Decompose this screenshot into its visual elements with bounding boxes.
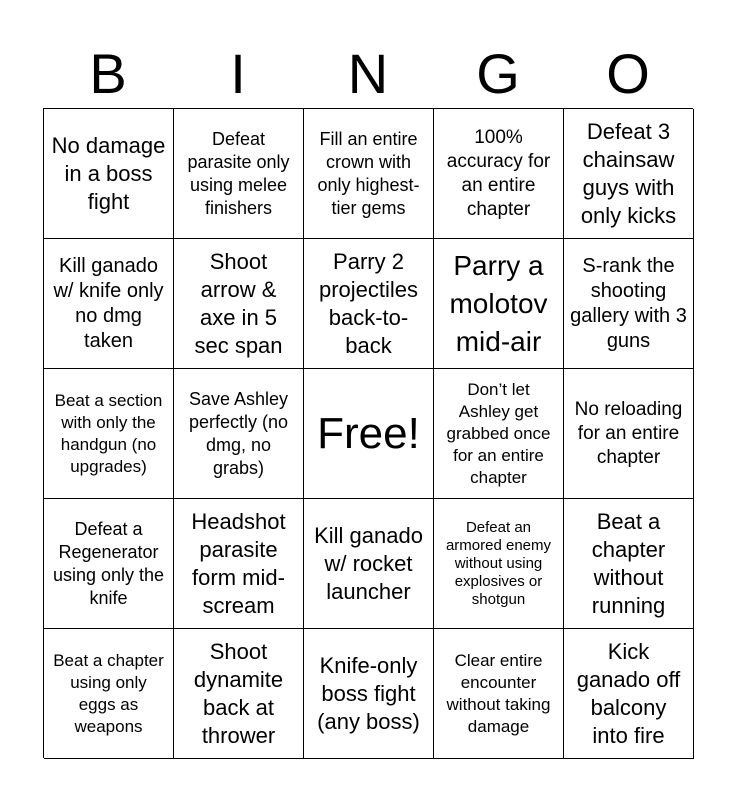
cell-text: Knife-only boss fight (any boss) — [317, 652, 420, 734]
cell-text: Defeat a Regenerator using only the knife — [52, 518, 165, 608]
bingo-cell[interactable] — [304, 239, 434, 369]
bingo-cell[interactable] — [174, 239, 304, 369]
bingo-cell[interactable] — [44, 239, 174, 369]
cell-text: Kick ganado off balcony into fire — [576, 638, 681, 748]
cell-text: Kill ganado w/ knife only no dmg taken — [53, 254, 164, 352]
cell-text: Parry 2 projectiles back-to-back — [318, 248, 419, 358]
bingo-cell[interactable] — [434, 369, 564, 499]
bingo-cell[interactable] — [174, 499, 304, 629]
cell-text: Defeat 3 chainsaw guys with only kicks — [580, 118, 677, 228]
bingo-cell[interactable] — [564, 629, 694, 759]
cell-text: Save Ashley perfectly (no dmg, no grabs) — [188, 388, 289, 478]
cell-text: Headshot parasite form mid-scream — [191, 508, 286, 618]
cell-text: Clear entire encounter without taking damage — [446, 650, 551, 736]
bingo-cell[interactable] — [44, 499, 174, 629]
cell-text: Shoot arrow & axe in 5 sec span — [194, 248, 283, 358]
bingo-cell[interactable] — [434, 239, 564, 369]
cell-text: Kill ganado w/ rocket launcher — [314, 522, 423, 604]
header-letter-i: I — [230, 42, 246, 105]
cell-text: Defeat parasite only using melee finishers — [187, 128, 290, 218]
bingo-board — [43, 108, 693, 758]
cell-text: Beat a section with only the handgun (no upgrades) — [54, 390, 163, 476]
bingo-header — [43, 40, 693, 108]
bingo-cell[interactable] — [564, 499, 694, 629]
bingo-cell[interactable] — [44, 629, 174, 759]
bingo-cell[interactable] — [304, 499, 434, 629]
bingo-cell[interactable] — [44, 369, 174, 499]
cell-text: Beat a chapter without running — [591, 508, 666, 618]
cell-text: 100% accuracy for an entire chapter — [446, 126, 551, 220]
header-letter-g: G — [476, 42, 520, 105]
bingo-cell[interactable] — [564, 109, 694, 239]
free-space-text: Free! — [317, 408, 420, 458]
free-space[interactable] — [304, 369, 434, 499]
bingo-cell[interactable] — [434, 499, 564, 629]
bingo-cell[interactable] — [304, 629, 434, 759]
bingo-cell[interactable] — [564, 239, 694, 369]
cell-text: Don’t let Ashley get grabbed once for an entire chapter — [446, 379, 551, 487]
cell-text: No damage in a boss fight — [51, 132, 166, 214]
bingo-cell[interactable] — [174, 629, 304, 759]
cell-text: Fill an entire crown with only highest-tier gems — [317, 128, 420, 218]
bingo-cell[interactable] — [174, 369, 304, 499]
cell-text: Shoot dynamite back at thrower — [193, 638, 284, 748]
header-letter-o: O — [606, 42, 650, 105]
bingo-cell[interactable] — [304, 109, 434, 239]
cell-text: Defeat an armored enemy without using explosives or shotgun — [445, 518, 552, 608]
bingo-cell[interactable] — [564, 369, 694, 499]
bingo-cell[interactable] — [174, 109, 304, 239]
header-letter-b: B — [89, 42, 127, 105]
cell-text: Beat a chapter using only eggs as weapons — [53, 650, 164, 736]
cell-text: No reloading for an entire chapter — [574, 398, 683, 468]
cell-text: Parry a molotov mid-air — [449, 249, 548, 357]
bingo-cell[interactable] — [434, 109, 564, 239]
bingo-cell[interactable] — [434, 629, 564, 759]
cell-text: S-rank the shooting gallery with 3 guns — [570, 254, 687, 352]
bingo-cell[interactable] — [44, 109, 174, 239]
header-letter-n: N — [347, 42, 389, 105]
